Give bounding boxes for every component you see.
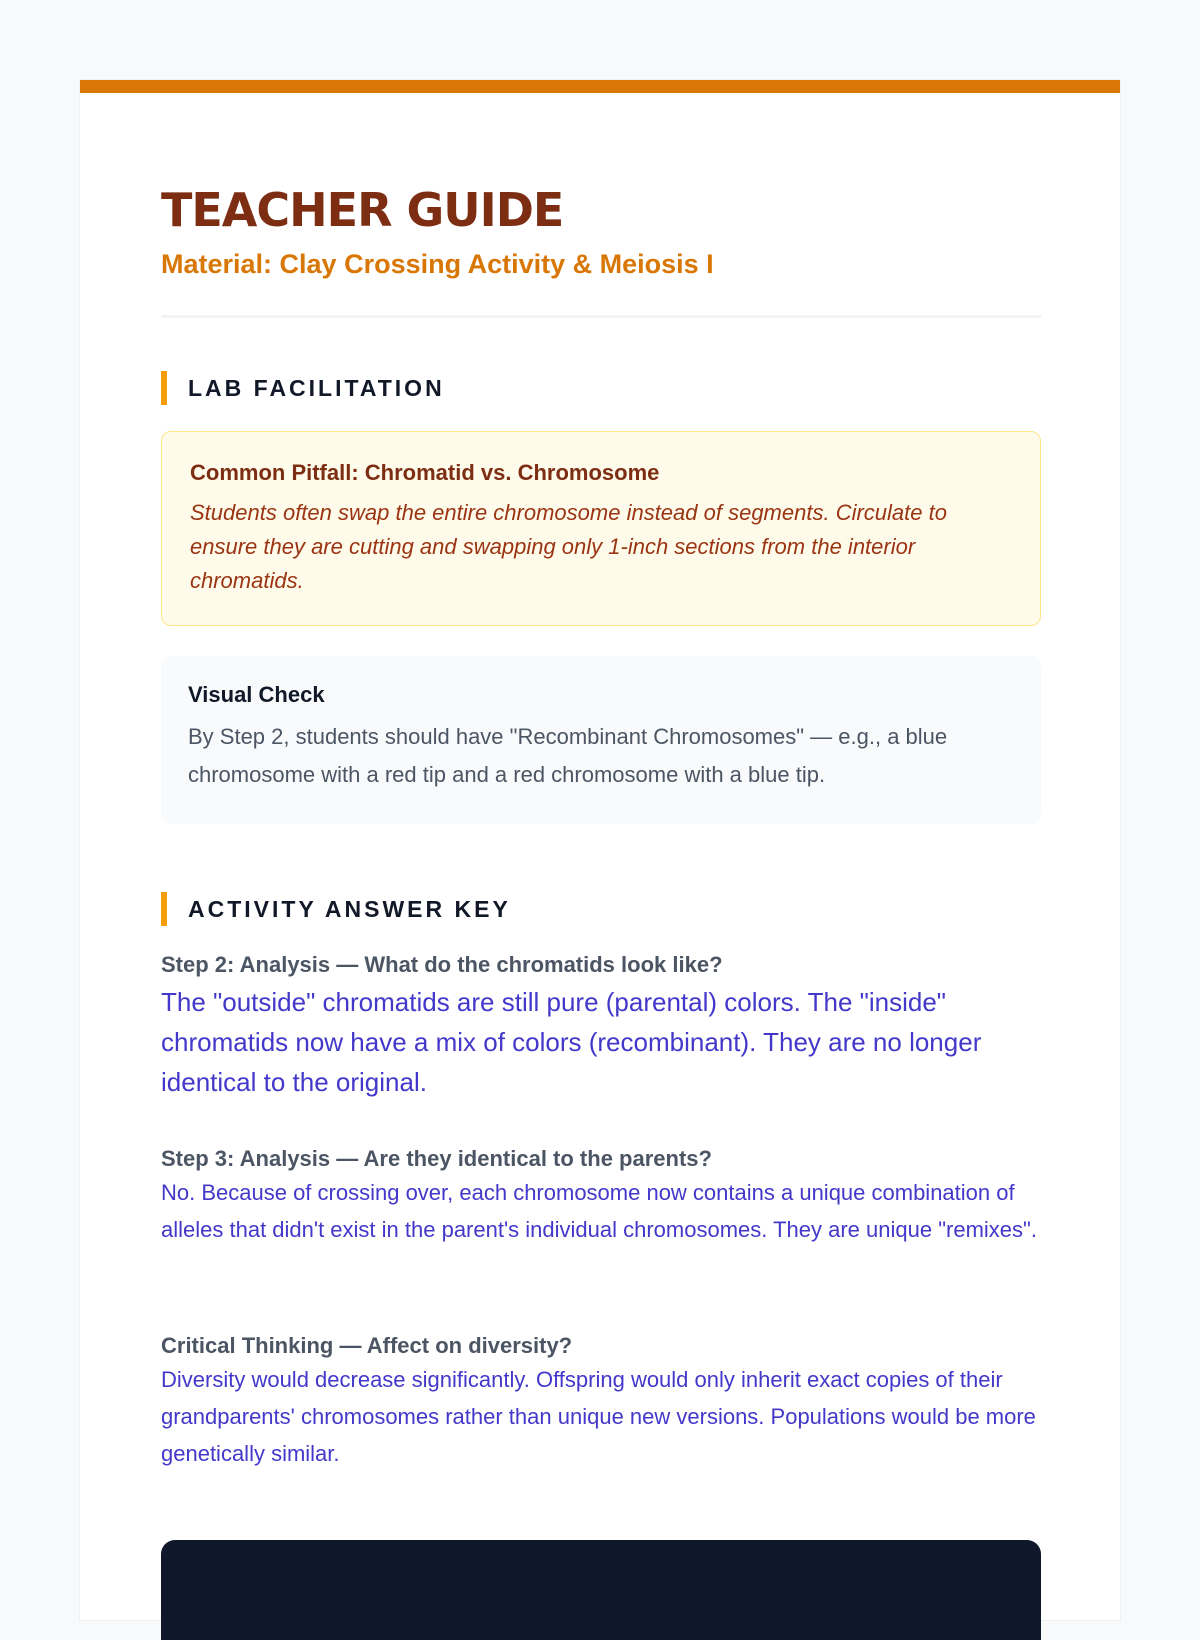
page-subtitle: Material: Clay Crossing Activity & Meiosis I (161, 249, 714, 279)
visual-check-card (161, 656, 1041, 824)
footer-banner (161, 1540, 1041, 1640)
answer-item (161, 1146, 1041, 1248)
section-heading-lab-facilitation: LAB FACILITATION (161, 371, 1041, 405)
header-divider (161, 315, 1041, 318)
answer-text: The "outside" chromatids are still pure (parental) colors. The "inside" chromatids now have a mix of colors (recombinant). They are no longer identical to the original. (161, 987, 982, 1097)
section-heading-answer-key: ACTIVITY ANSWER KEY (161, 892, 1041, 926)
teacher-guide-page (80, 80, 1120, 1620)
answer-text: No. Because of crossing over, each chromosome now contains a unique combination of alleles that didn't exist in the parent's individual chromosomes. They are unique "remixes". (161, 1180, 1037, 1242)
pitfall-callout (161, 431, 1041, 626)
page-title: TEACHER GUIDE (161, 183, 564, 237)
answer-item (161, 952, 1041, 1102)
answer-item (161, 1333, 1041, 1472)
pitfall-text: Students often swap the entire chromosome instead of segments. Circulate to ensure they are cutting and swapping only 1-inch sections from the interior chromatids. (190, 500, 947, 593)
pitfall-title: Common Pitfall: Chromatid vs. Chromosome (190, 460, 660, 485)
answer-question: Critical Thinking — Affect on diversity? (161, 1333, 573, 1358)
answer-question: Step 2: Analysis — What do the chromatids look like? (161, 952, 723, 977)
visual-check-title: Visual Check (188, 682, 325, 707)
visual-check-text: By Step 2, students should have "Recombinant Chromosomes" — e.g., a blue chromosome with a red tip and a red chromosome with a blue tip. (188, 724, 948, 787)
answer-text: Diversity would decrease significantly. Offspring would only inherit exact copies of their grandparents' chromosomes rather than unique new versions. Populations would be more genetically similar. (161, 1367, 1036, 1466)
answer-question: Step 3: Analysis — Are they identical to the parents? (161, 1146, 712, 1171)
